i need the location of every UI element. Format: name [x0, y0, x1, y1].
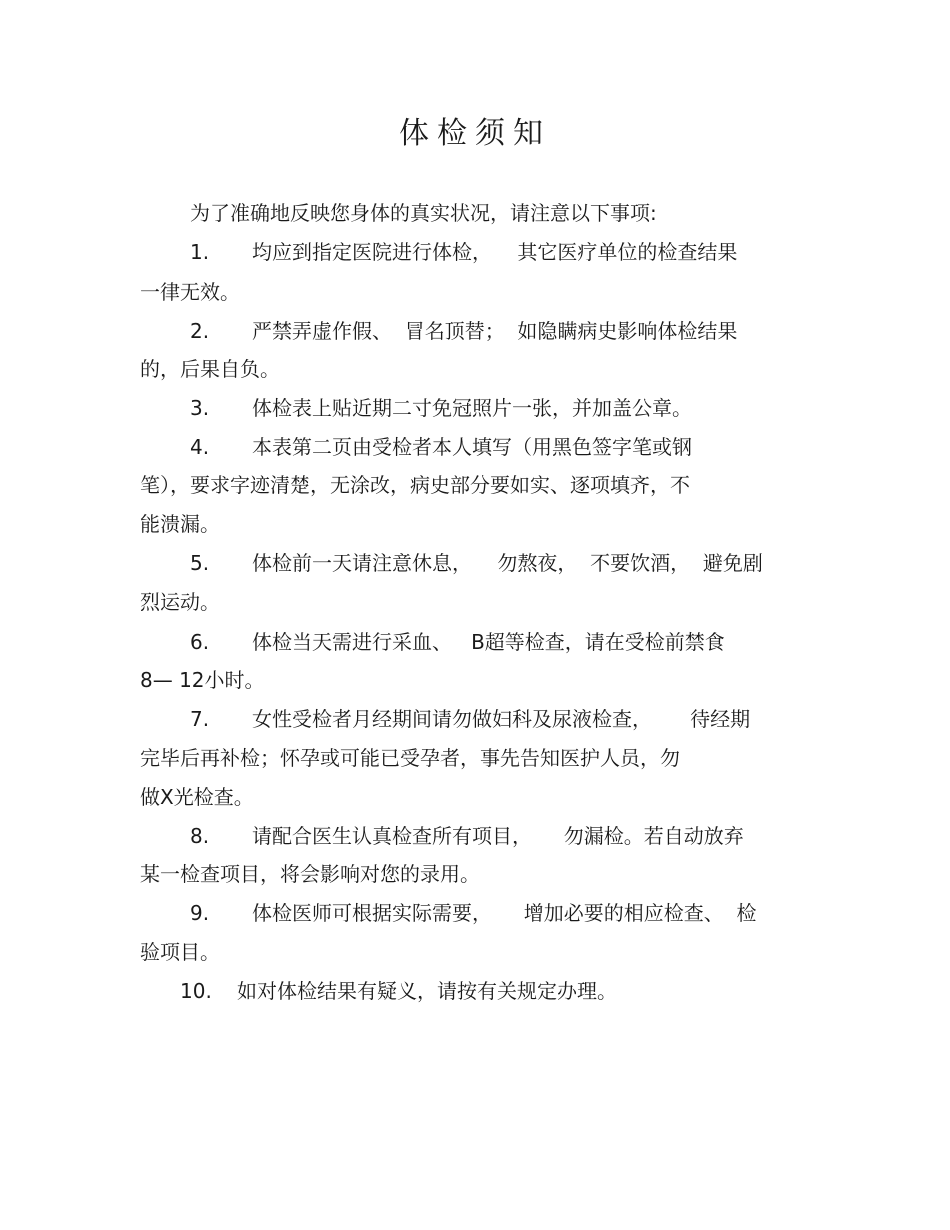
item-text: 验项目。: [140, 940, 220, 964]
page-title: 体检须知: [399, 116, 551, 151]
item-text: 做X光检查。: [140, 785, 254, 809]
item-text: 体检当天需进行采血、 B超等检查，请在受检前禁食: [252, 630, 725, 654]
item-number: 1.: [190, 240, 210, 264]
item-number: 5.: [190, 551, 210, 575]
item-number: 8.: [190, 824, 210, 848]
item-text: 能溃漏。: [140, 512, 220, 536]
item-number: 7.: [190, 707, 210, 731]
item-text: 烈运动。: [140, 590, 220, 614]
item-text: 严禁弄虚作假、 冒名顶替； 如隐瞒病史影响体检结果: [252, 319, 738, 343]
item-text: 本表第二页由受检者本人填写（用黑色签字笔或钢: [252, 435, 692, 459]
item-number: 3.: [190, 396, 210, 420]
intro-text: 为了准确地反映您身体的真实状况，请注意以下事项:: [190, 201, 657, 225]
item-number: 2.: [190, 319, 210, 343]
item-text: 请配合医生认真检查所有项目， 勿漏检。若自动放弃: [252, 824, 744, 848]
item-text: 完毕后再补检；怀孕或可能已受孕者，事先告知医护人员，勿: [140, 746, 680, 770]
item-number: 6.: [190, 630, 210, 654]
item-text: 8— 12小时。: [140, 668, 265, 692]
item-number: 4.: [190, 435, 210, 459]
item-text: 体检前一天请注意休息， 勿熬夜， 不要饮酒， 避免剧: [252, 551, 763, 575]
item-text: 体检医师可根据实际需要， 增加必要的相应检查、 检: [252, 901, 757, 925]
item-text: 笔），要求字迹清楚，无涂改，病史部分要如实、逐项填齐，不: [140, 473, 690, 497]
item-text: 如对体检结果有疑义，请按有关规定办理。: [237, 979, 617, 1003]
item-text: 体检表上贴近期二寸免冠照片一张，并加盖公章。: [252, 396, 692, 420]
item-number: 10.: [180, 979, 212, 1003]
item-text: 一律无效。: [140, 280, 240, 304]
item-text: 女性受检者月经期间请勿做妇科及尿液检查， 待经期: [252, 707, 751, 731]
item-text: 某一检查项目，将会影响对您的录用。: [140, 862, 480, 886]
item-text: 的，后果自负。: [140, 357, 280, 381]
item-number: 9.: [190, 901, 210, 925]
item-text: 均应到指定医院进行体检， 其它医疗单位的检查结果: [252, 240, 738, 264]
